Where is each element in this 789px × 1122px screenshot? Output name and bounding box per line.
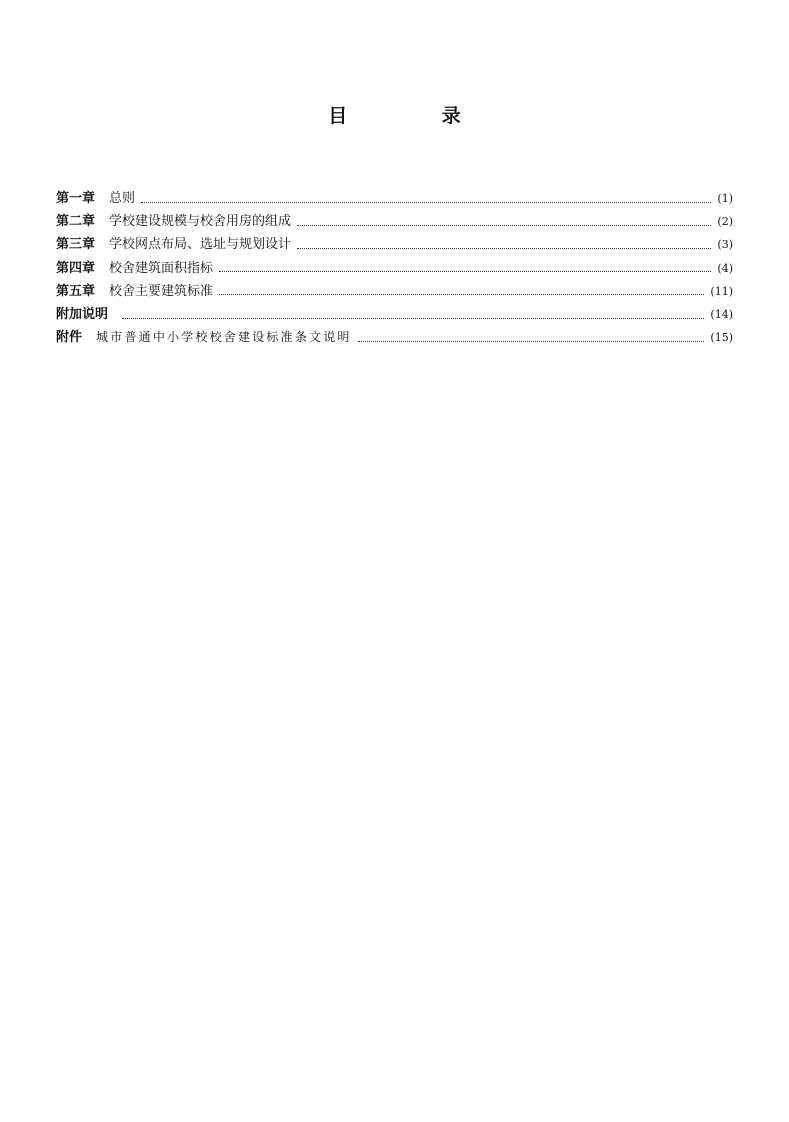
chapter-title: 学校网点布局、选址与规划设计 <box>109 237 292 253</box>
chapter-label: 第五章 <box>56 283 96 299</box>
chapter-title: 总则 <box>109 191 136 207</box>
dot-leader <box>219 293 704 295</box>
chapter-label: 附加说明 <box>56 307 109 323</box>
page-number: (14) <box>710 308 733 322</box>
page-number: (15) <box>710 331 733 345</box>
toc-entry-chapter-1[interactable] <box>56 187 733 210</box>
chapter-title: 学校建设规模与校舍用房的组成 <box>109 214 292 230</box>
toc-entry-appendix[interactable] <box>56 326 733 349</box>
toc-entry-chapter-5[interactable] <box>56 280 733 303</box>
chapter-label: 第三章 <box>56 237 96 253</box>
toc-entry-chapter-3[interactable] <box>56 233 733 256</box>
dot-leader <box>141 201 711 203</box>
chapter-label: 附件 <box>56 330 83 346</box>
chapter-title: 校舍主要建筑标准 <box>109 283 214 299</box>
chapter-title: 城市普通中小学校校舍建设标准条文说明 <box>96 330 352 345</box>
toc-entry-chapter-4[interactable] <box>56 257 733 280</box>
chapter-title: 校舍建筑面积指标 <box>109 260 214 276</box>
dot-leader <box>297 224 711 226</box>
page-number: (2) <box>717 215 733 229</box>
dot-leader <box>122 317 704 319</box>
page-number: (1) <box>717 192 733 206</box>
table-of-contents <box>56 187 733 349</box>
page-number: (11) <box>710 284 733 298</box>
page-number: (3) <box>717 238 733 252</box>
toc-entry-chapter-2[interactable] <box>56 210 733 233</box>
chapter-label: 第二章 <box>56 214 96 230</box>
chapter-label: 第一章 <box>56 191 96 207</box>
dot-leader <box>297 247 711 249</box>
page-number: (4) <box>717 261 733 275</box>
toc-entry-additional-notes[interactable] <box>56 303 733 326</box>
dot-leader <box>219 270 711 272</box>
dot-leader <box>358 340 705 342</box>
page-title: 目 录 <box>328 105 505 127</box>
chapter-label: 第四章 <box>56 260 96 276</box>
